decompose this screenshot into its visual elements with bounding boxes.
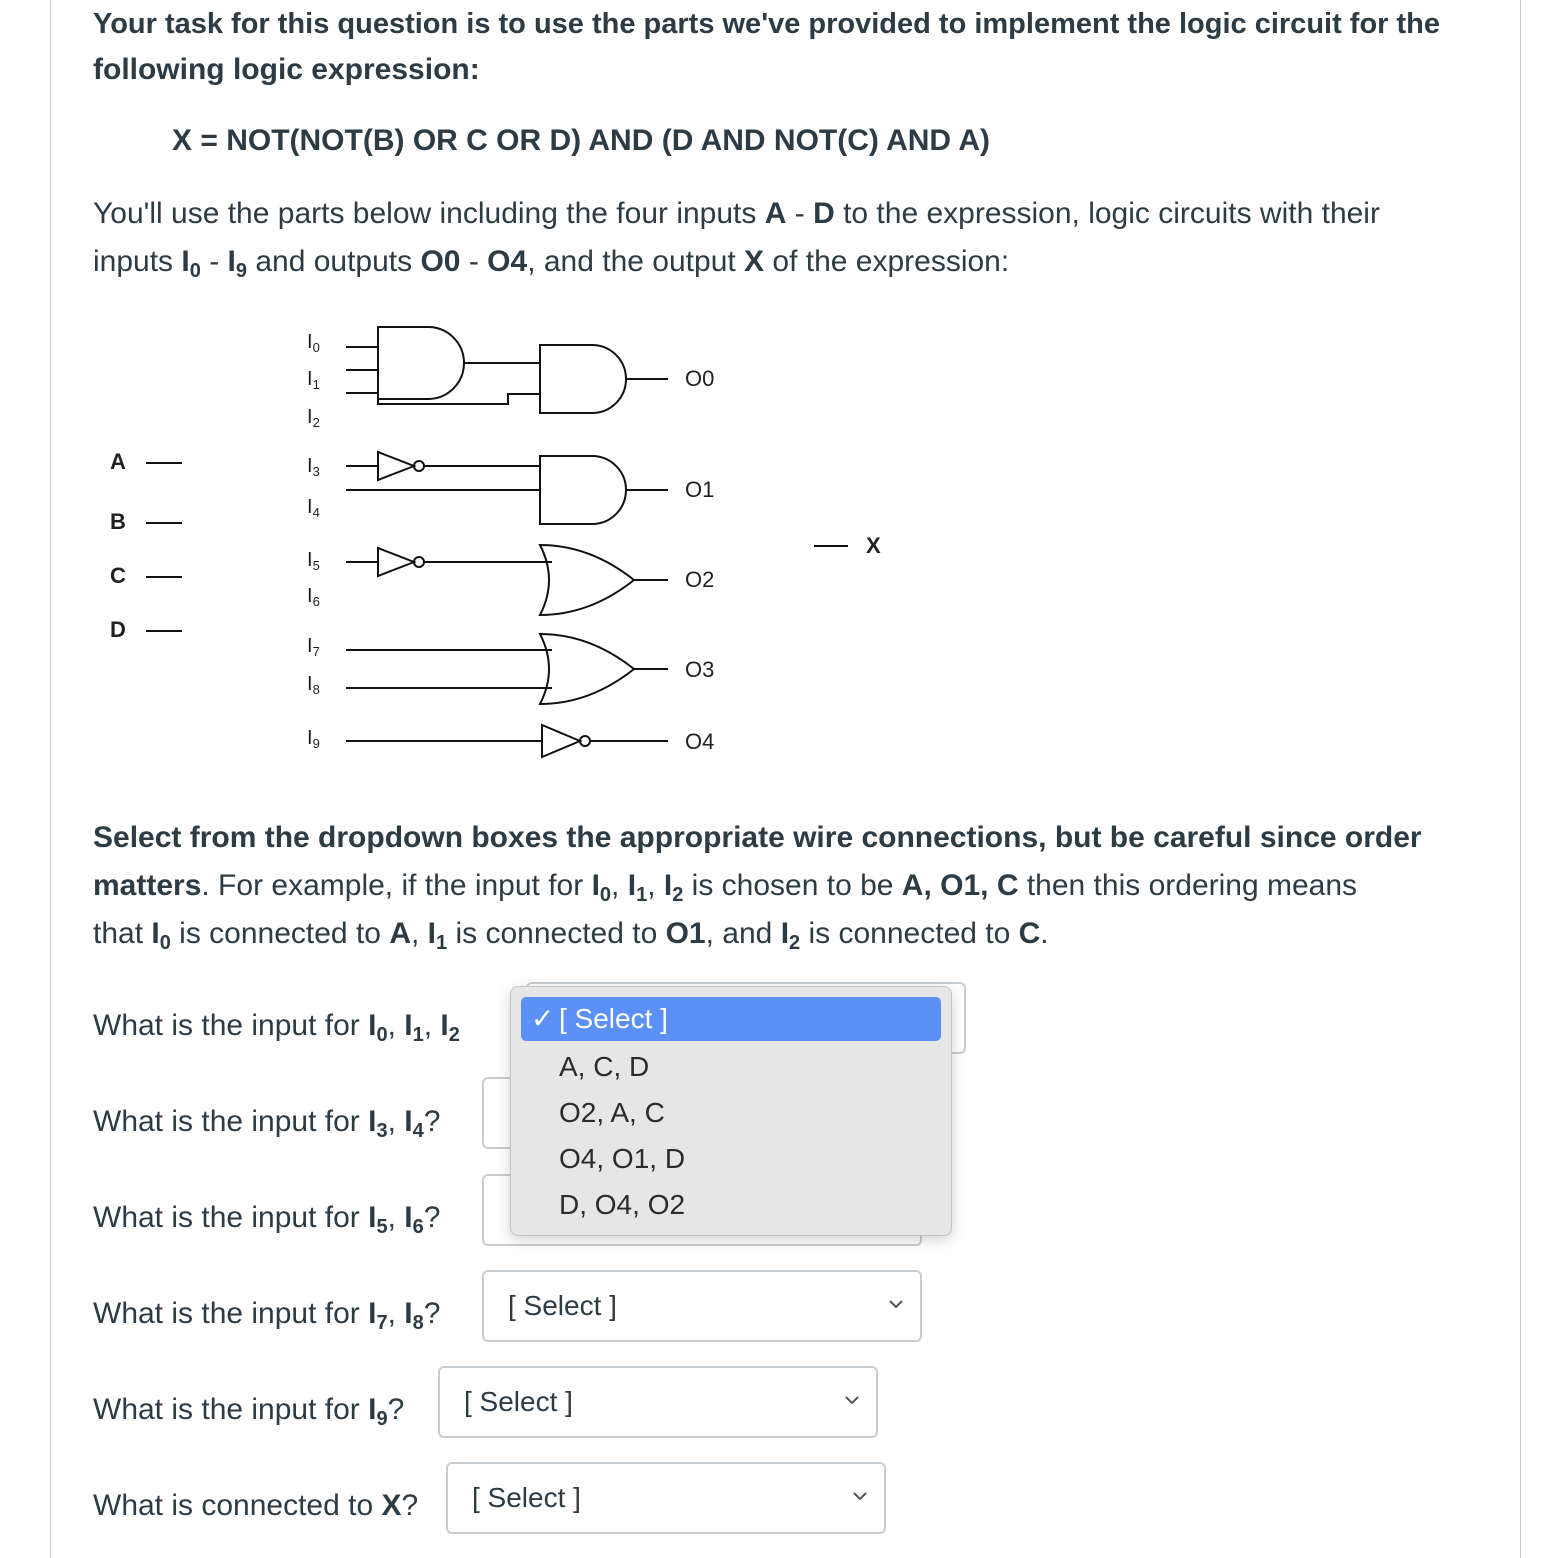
select-x[interactable] <box>446 1462 886 1534</box>
instructions-line-1: Select from the dropdown boxes the appropriate wire connections, but be careful since order <box>93 821 1422 854</box>
gate-input-label-i7: $I_7$ <box>307 635 320 659</box>
chevron-down-icon <box>852 1488 868 1504</box>
parts-description-line-2: inputs $I_0 - I_9$ and outputs O0 - O4, and the output X of the expression: <box>93 245 1010 282</box>
parts-description-line-1: You'll use the parts below including the four inputs A - D to the expression, logic circuits with their <box>93 197 1380 230</box>
logic-expression: X = NOT(NOT(B) OR C OR D) AND (D AND NOT(C) AND A) <box>172 124 990 157</box>
select-i7-i8-value: [ Select ] <box>508 1290 617 1321</box>
not-gate-i3-icon <box>378 452 414 480</box>
output-label-o0: O0 <box>685 366 715 391</box>
instructions-line-3: that $I_0$ is connected to A, $I_1$ is connected to O1, and $I_2$ is connected to C. <box>93 917 1049 954</box>
output-label-x: X <box>866 533 881 558</box>
question-x: What is connected to X? <box>93 1489 419 1522</box>
question-i5-i6: What is the input for $I_5$, $I_6$? <box>93 1201 441 1238</box>
output-label-o2: O2 <box>685 567 715 592</box>
gate-input-label-i5: $I_5$ <box>307 549 320 573</box>
output-label-o1: O1 <box>685 477 715 502</box>
dropdown-option-selected[interactable]: ✓ [ Select ] <box>521 997 941 1041</box>
select-i7-i8[interactable] <box>482 1270 922 1342</box>
question-i0-i1-i2: What is the input for $I_0$, $I_1$, $I_2$ <box>93 1009 460 1046</box>
select-x-value: [ Select ] <box>472 1482 581 1513</box>
output-label-o3: O3 <box>685 657 715 682</box>
chevron-down-icon <box>888 1296 904 1312</box>
and-gate-0-icon <box>378 327 464 399</box>
or-gate-o2-icon <box>540 545 634 615</box>
gate-input-label-i4: $I_4$ <box>307 496 320 520</box>
expr-input-label-b: B <box>110 509 126 534</box>
dropdown-menu-i0-i1-i2 <box>510 986 952 1236</box>
expr-input-label-a: A <box>110 449 126 474</box>
gate-input-label-i9: $I_9$ <box>307 727 320 751</box>
select-i9-value: [ Select ] <box>464 1386 573 1417</box>
question-i7-i8: What is the input for $I_7$, $I_8$? <box>93 1297 441 1334</box>
dropdown-option[interactable]: O2, A, C <box>559 1097 665 1128</box>
gate-input-label-i2: $I_2$ <box>307 406 320 430</box>
expr-input-label-c: C <box>110 563 126 588</box>
chevron-down-icon <box>844 1392 860 1408</box>
and-gate-o0-icon <box>540 345 626 413</box>
question-i9: What is the input for $I_9$? <box>93 1393 405 1430</box>
output-label-o4: O4 <box>685 729 715 754</box>
not-gate-i5-icon <box>378 548 414 576</box>
gate-input-label-i3: $I_3$ <box>307 455 320 479</box>
select-i9[interactable] <box>438 1366 878 1438</box>
not-gate-o4-icon <box>542 725 580 757</box>
dropdown-option[interactable]: A, C, D <box>559 1051 650 1082</box>
gate-input-label-i6: $I_6$ <box>307 585 320 609</box>
instructions-line-2: matters. For example, if the input for $I_0$, $I_1$, $I_2$ is chosen to be A, O1, C then this ordering means <box>93 869 1358 906</box>
task-heading-line-1: Your task for this question is to use the parts we've provided to implement the logic circuit for the <box>93 8 1441 40</box>
and-gate-o1-icon <box>540 456 626 524</box>
question-i3-i4: What is the input for $I_3$, $I_4$? <box>93 1105 441 1142</box>
gate-input-label-i0: $I_0$ <box>307 331 320 355</box>
checkmark-icon: ✓ <box>531 1003 555 1034</box>
expr-input-label-d: D <box>110 617 126 642</box>
gate-input-label-i1: $I_1$ <box>307 368 320 392</box>
task-heading-line-2: following logic expression: <box>93 53 480 86</box>
dropdown-option[interactable]: D, O4, O2 <box>559 1189 686 1220</box>
dropdown-option[interactable]: O4, O1, D <box>559 1143 686 1174</box>
or-gate-o3-icon <box>540 634 634 704</box>
gate-input-label-i8: $I_8$ <box>307 673 320 697</box>
